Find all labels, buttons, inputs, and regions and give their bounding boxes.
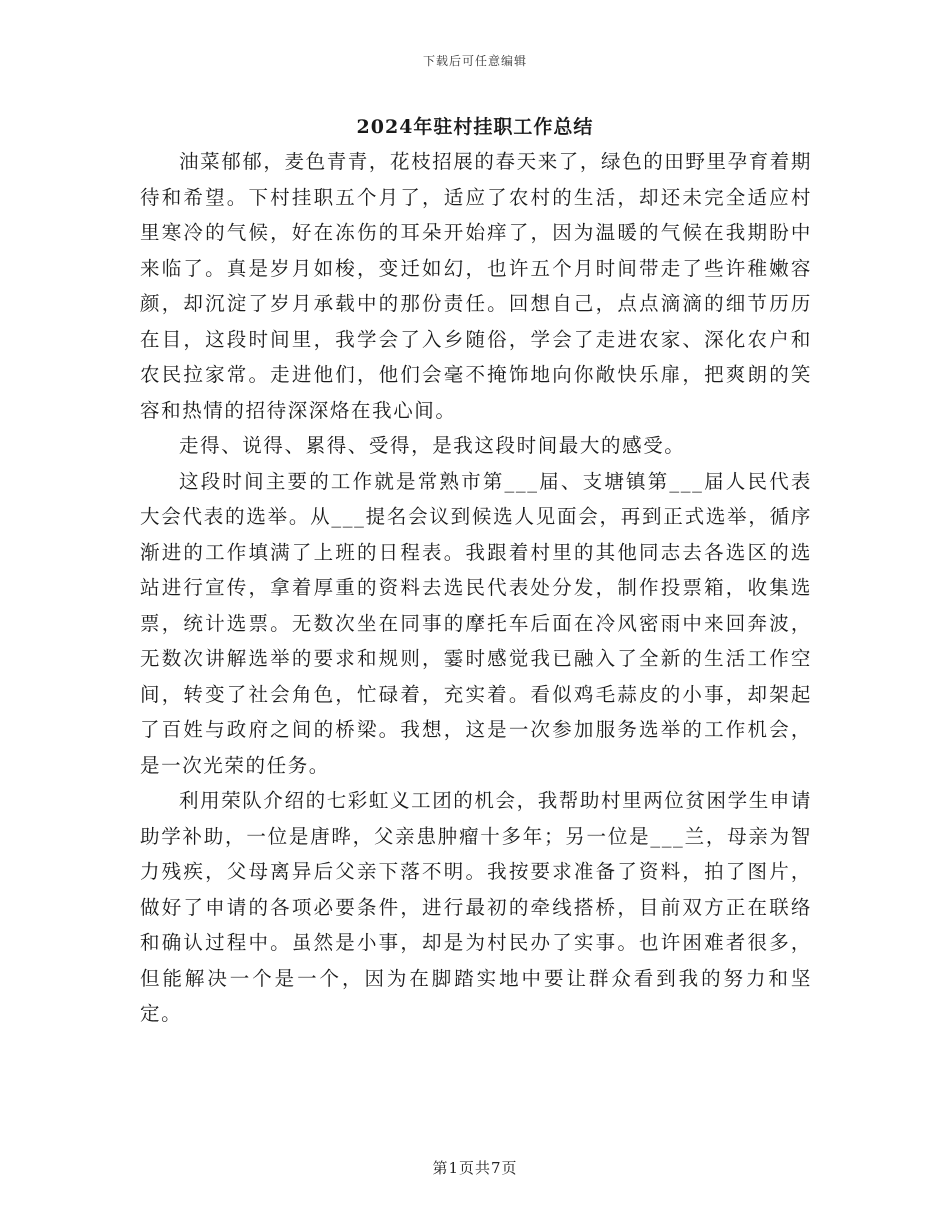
paragraph-1: 油菜郁郁，麦色青青，花枝招展的春天来了，绿色的田野里孕育着期待和希望。下村挂职五个月了，适应了农村的生活，却还未完全适应村里寒冷的气候，好在冻伤的耳朵开始痒了，因为温暖的气候在我期盼中来临了。真是岁月如梭，变迁如幻，也许五个月时间带走了些许稚嫩容颜，却沉淀了岁月承载中的那份责任。回想自己，点点滴滴的细节历历在目，这段时间里，我学会了入乡随俗，学会了走进农家、深化农户和农民拉家常。走进他们，他们会毫不掩饰地向你敞快乐扉，把爽朗的笑容和热情的招待深深烙在我心间。 [140, 150, 813, 422]
paragraph-4: 利用荣队介绍的七彩虹义工团的机会，我帮助村里两位贫困学生申请助学补助，一位是唐晔，父亲患肿瘤十多年；另一位是___兰，母亲为智力残疾，父母离异后父亲下落不明。我按要求准备了资料，拍了图片，做好了申请的各项必要条件，进行最初的牵线搭桥，目前双方正在联络和确认过程中。虽然是小事，却是为村民办了实事。也许困难者很多，但能解决一个是一个，因为在脚踏实地中要让群众看到我的努力和坚定。 [140, 789, 813, 1025]
document-body [140, 144, 812, 1032]
page-indicator: 第1页共7页 [432, 1159, 518, 1177]
paragraph-3: 这段时间主要的工作就是常熟市第___届、支塘镇第___届人民代表大会代表的选举。从___提名会议到候选人见面会，再到正式选举，循序渐进的工作填满了上班的日程表。我跟着村里的其他同志去各选区的选站进行宣传，拿着厚重的资料去选民代表处分发，制作投票箱，收集选票，统计选票。无数次坐在同事的摩托车后面在冷风密雨中来回奔波，无数次讲解选举的要求和规则，霎时感觉我已融入了全新的生活工作空间，转变了社会角色，忙碌着，充实着。看似鸡毛蒜皮的小事，却架起了百姓与政府之间的桥梁。我想，这是一次参加服务选举的工作机会，是一次光荣的任务。 [140, 469, 812, 777]
document-title: 2024年驻村挂职工作总结 [356, 116, 594, 138]
paragraph-2: 走得、说得、累得、受得，是我这段时间最大的感受。 [179, 434, 686, 457]
header-note: 下载后可任意编辑 [422, 54, 527, 68]
